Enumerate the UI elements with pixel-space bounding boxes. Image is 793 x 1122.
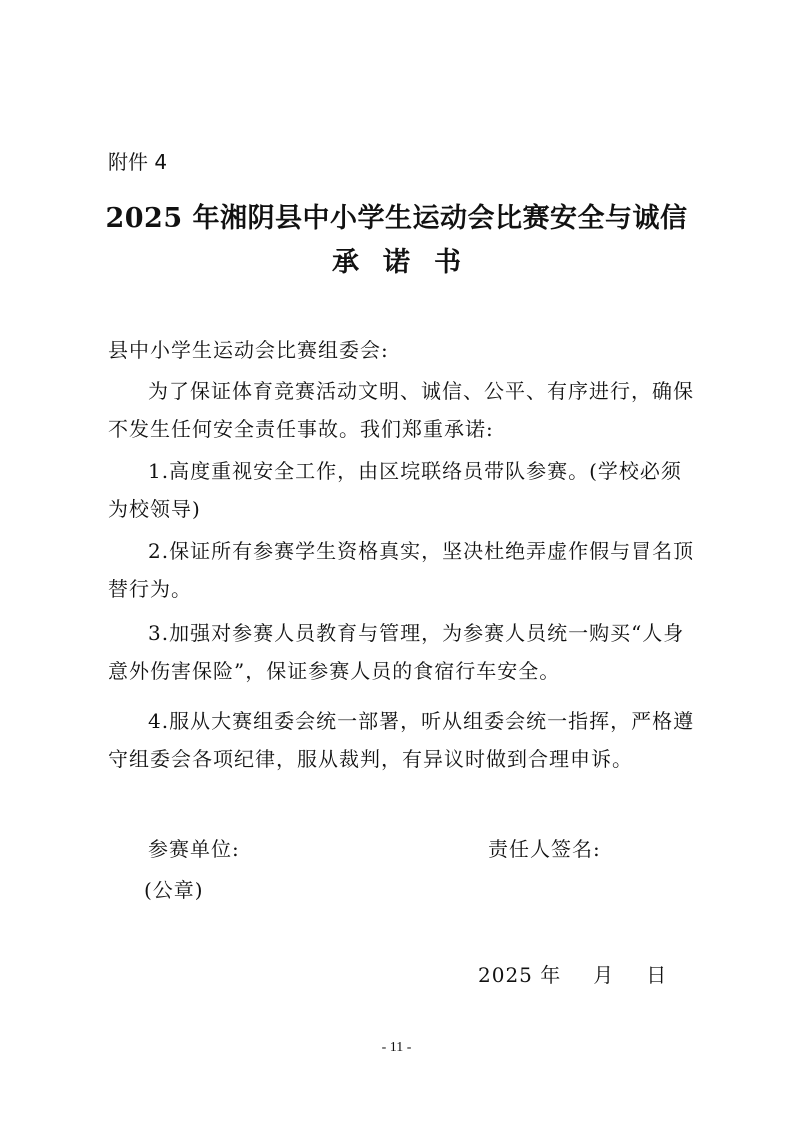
paragraph-line: 4.服从大赛组委会统一部署，听从组委会统一指挥，严格遵 (148, 709, 695, 733)
responsible-person-signature-label: 责任人签名: (488, 837, 601, 861)
date-day: 日 (646, 963, 668, 987)
paragraph-line: 替行为。 (108, 577, 192, 601)
paragraph-line: 不发生任何安全责任事故。我们郑重承诺: (108, 417, 494, 441)
participating-unit-label: 参赛单位: (148, 837, 240, 861)
paragraph-line: 意外伤害保险”，保证参赛人员的食宿行车安全。 (108, 659, 561, 683)
signing-date (478, 959, 667, 988)
document-title-line1: 2025 年湘阴县中小学生运动会比赛安全与诚信 (105, 203, 688, 234)
paragraph-item-1 (108, 452, 698, 528)
paragraph-line: 守组委会各项纪律，服从裁判，有异议时做到合理申诉。 (108, 747, 633, 771)
paragraph-item-4 (108, 702, 698, 778)
official-seal-label: (公章) (144, 878, 204, 902)
paragraph-line: 3.加强对参赛人员教育与管理，为参赛人员统一购买“人身 (148, 621, 685, 645)
date-year: 2025 年 (478, 963, 562, 987)
page-number: - 11 - (381, 1040, 412, 1055)
paragraph-item-3 (108, 614, 698, 690)
paragraph-line: 为校领导) (108, 497, 201, 521)
paragraph-line: 1.高度重视安全工作，由区垸联络员带队参赛。(学校必须 (148, 459, 682, 483)
addressee: 县中小学生运动会比赛组委会: (108, 338, 389, 362)
date-month: 月 (593, 963, 615, 987)
paragraph-line: 为了保证体育竞赛活动文明、诚信、公平、有序进行，确保 (148, 379, 694, 403)
document-title-line2: 承诺书 (332, 247, 485, 278)
annex-label: 附件 4 (108, 150, 168, 174)
paragraph-intro (108, 372, 698, 448)
paragraph-item-2 (108, 532, 698, 608)
paragraph-line: 2.保证所有参赛学生资格真实，坚决杜绝弄虚作假与冒名顶 (148, 539, 695, 563)
